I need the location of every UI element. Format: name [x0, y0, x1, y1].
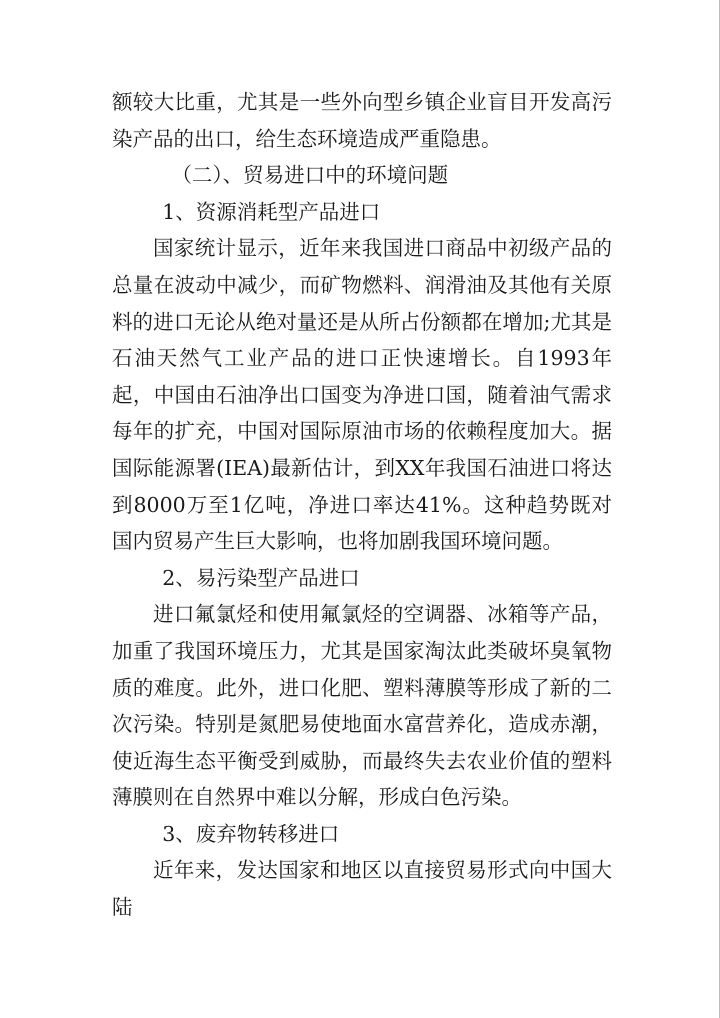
section-heading: （二）、贸易进口中的环境问题: [171, 163, 449, 188]
paragraph-resource-imports: 国家统计显示，近年来我国进口商品中初级产品的总量在波动中减少，而矿物燃料、润滑油及其他有关原料的进口无论从绝对量还是从所占份额都在增加;尤其是石油天然气工业产品的进口正快速增长。自1993年起，中国由石油净出口国变为净进口国，随着油气需求每年的扩充，中国对国际原油市场的依赖程度加大。据国际能源署(IEA)最新估计，到XX年我国石油进口将达到8000万至1亿吨，净进口率达41%。这种趋势既对国内贸易产生巨大影响，也将加剧我国环境问题。: [112, 236, 612, 554]
paragraph-continuation: 额较大比重，尤其是一些外向型乡镇企业盲目开发高污染产品的出口，给生态环境造成严重隐患。: [112, 90, 612, 151]
document-body: [112, 84, 612, 926]
subsection-heading-3: 3、废弃物转移进口: [162, 821, 340, 846]
subsection-heading-1: 1、资源消耗型产品进口: [162, 199, 381, 224]
paragraph-polluting-imports: 进口氟氯烃和使用氟氯烃的空调器、冰箱等产品，加重了我国环境压力，尤其是国家淘汰此类破坏臭氧物质的难度。此外，进口化肥、塑料薄膜等形成了新的二次污染。特别是氮肥易使地面水富营养化，造成赤潮，使近海生态平衡受到威胁，而最终失去农业价值的塑料薄膜则在自然界中难以分解，形成白色污染。: [112, 602, 612, 810]
paragraph-waste-imports: 近年来，发达国家和地区以直接贸易形式向中国大陆: [112, 858, 612, 920]
subsection-heading-2: 2、易污染型产品进口: [162, 565, 360, 590]
